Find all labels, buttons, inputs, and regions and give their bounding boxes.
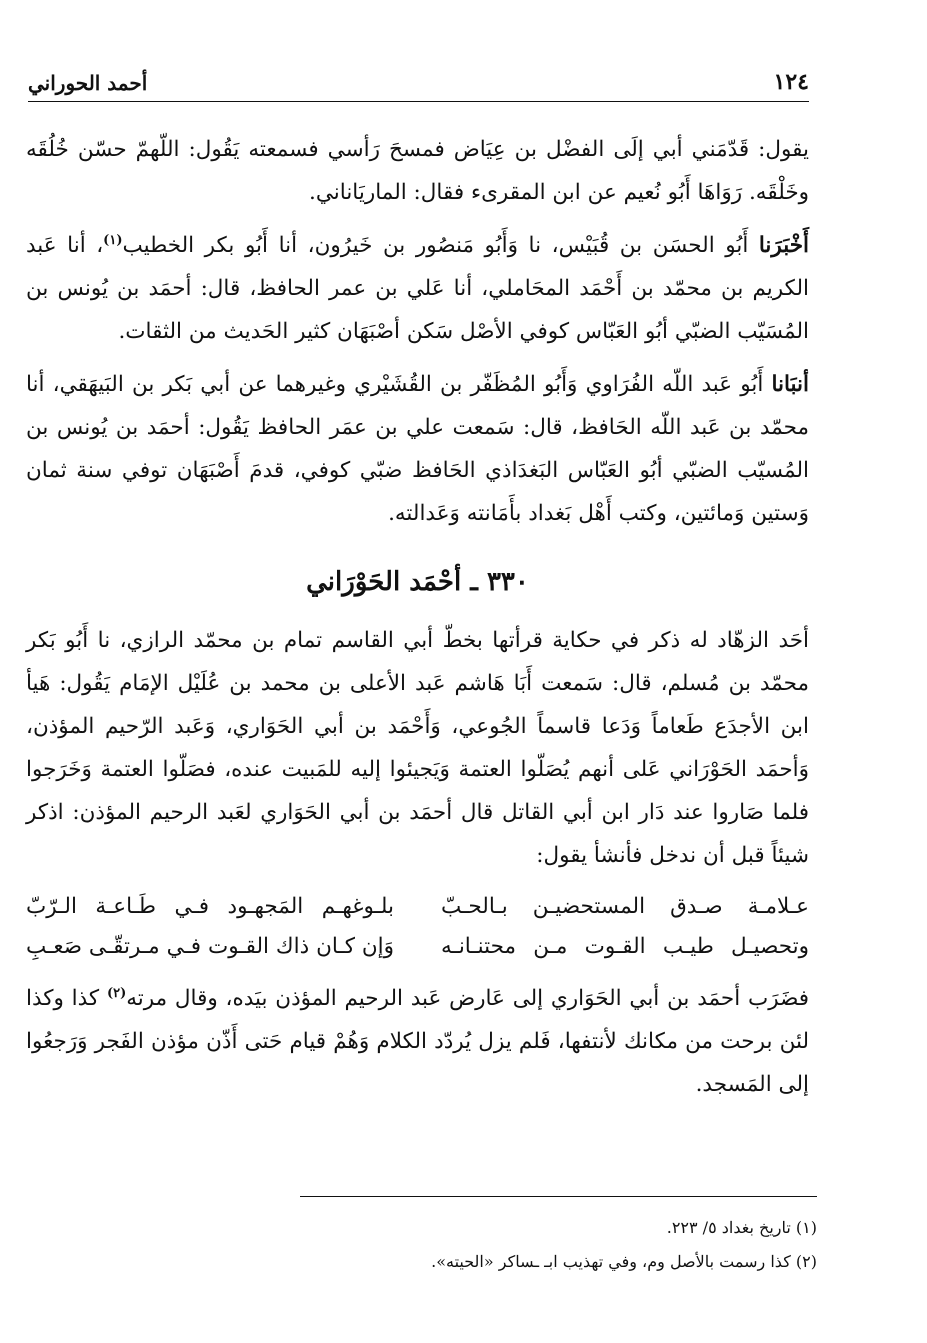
- paragraph-1-text: يقول: قَدّمَني أبي إلَى الفضْل بن عِيَاض فمسحَ رَأسي فسمعته يَقُول: اللّهمّ حسّن خُلُقَه وخَلْقَه. رَوَاهَا أَبُو نُعيم عن ابن المقرىء فقال: الماريَاناني.: [26, 137, 809, 205]
- paragraph-4: [26, 619, 809, 877]
- footnote-2: (٢) كذا رسمت بالأصل وم، وفي تهذيب ابـ ـساكر «الحيته».: [431, 1252, 817, 1271]
- footnote-1: (١) تاريخ بغداد ٥/ ٢٢٣.: [666, 1218, 817, 1237]
- section-heading: ٣٣٠ ـ أحْمَد الحَوْرَاني: [306, 567, 529, 597]
- page-number: ١٢٤: [773, 69, 809, 95]
- paragraph-5: [26, 977, 809, 1106]
- verse-1-first-hemistich: عـلامـة صـدق المستحضيـن بـالحـبّ: [441, 894, 809, 919]
- page-body: [26, 128, 809, 1116]
- paragraph-1: [26, 128, 809, 214]
- page-header: [28, 62, 809, 102]
- paragraph-2-text-a: أَبُو الحسَن بن قُبَيْس، نا وَأَبُو مَنصُور بن خَيرُون، أنا أَبُو بكر الخطيب: [122, 233, 759, 258]
- paragraph-3-text: أَبُو عَبد اللّه الفُرَاوي وَأَبُو المُظَفّر بن القُشَيْري وغيرهما عن أبي بَكر بن البَيهَقي، أنا محمّد بن عَبد اللّه الحَافظ، قال: سَمعت علي بن عمَر الحافظ يَقُول: أحمَد بن يُونس بن المُسيّب الضبّي أبُو العَبّاس البَغدَاذي الحَافظ ضبّي كوفي، قدمَ أَصْبَهَان توفي سنة ثمان وَستين وَمائتين، وكتب أَهْل بَغداد بأَمَانته وَعَدالته.: [26, 372, 809, 526]
- paragraph-3: [26, 363, 809, 535]
- poem: [26, 887, 809, 967]
- paragraph-2-text-b: ، أنا عَبد الكريم بن محمّد بن أَحْمَد المحَاملي، أنا عَلي بن عمر الحافظ، قال: أحمَد بن يُونس بن المُسَيّب الضبّي أبُو العَبّاس كوفي الأصْل سَكن أصْبَهَان كثير الحَديث من الثقات.: [26, 233, 809, 344]
- verse-2-second-hemistich: وَإن كـان ذاك القـوت فـي مـرتقّـى صَعـبِ: [26, 934, 394, 959]
- footnote-ref-2: (٢): [106, 985, 127, 1001]
- footnotes: [300, 1196, 817, 1279]
- verse-1-second-hemistich: بلـوغهـم المَجهـود فـي طَـاعـة الـرّبّ: [26, 894, 394, 919]
- paragraph-5-text-a: فضَرَب أحمَد بن أبي الحَوَاري إلى عَارض عَبد الرحيم المؤذن بيَده، وقال مرته: [126, 986, 809, 1011]
- paragraph-2-lead-word: أَخْبَرَنا: [758, 233, 810, 258]
- verse-line: [26, 927, 809, 967]
- running-title: أحمد الحوراني: [28, 71, 148, 95]
- paragraph-2: [26, 224, 809, 353]
- paragraph-5-text-b: كذا وكذا لئن برحت من مكانك لأنتفها، فَلم يزل يُردّد الكلام وَهُمْ قيام حَتى أَذّن مؤذن الفَجر وَرَجعُوا إلى المَسجد.: [26, 986, 809, 1097]
- paragraph-3-lead-word: أنبَانا: [771, 372, 809, 397]
- verse-2-first-hemistich: وتحصيـل طيـب القـوت مـن محتنـانـه: [441, 934, 809, 959]
- footnote-ref-1: (١): [103, 232, 123, 248]
- paragraph-4-text: أحَد الزهّاد له ذكر في حكاية قرأتها بخطّ أبي القاسم تمام بن محمّد الرازي، نا أَبُو بَكر محمّد بن مُسلم، قال: سَمعت أَبَا هَاشم عَبد الأعلى بن محمد بن عُلَيْل الإمَام يَقُول: هَيأ ابن الأجدَع طَعاماً وَدَعا قاسماً الجُوعي، وَأَحْمَد بن أبي الحَوَاري، وَعَبد الرّحيم المؤذن، وَأحمَد الحَوْرَاني عَلى أنهم يُصَلّوا العتمة وَيَجيئوا إليه للمَبيت عنده، فصَلّوا العتمة وَخَرَجوا فلما صَاروا عند دَار ابن أبي القاتل قال أحمَد بن أبي الحَوَاري لعَبد الرحيم المؤذن: اذكر شيئاً قبل أن ندخل فأنشأ يقول:: [26, 628, 809, 868]
- verse-line: [26, 887, 809, 927]
